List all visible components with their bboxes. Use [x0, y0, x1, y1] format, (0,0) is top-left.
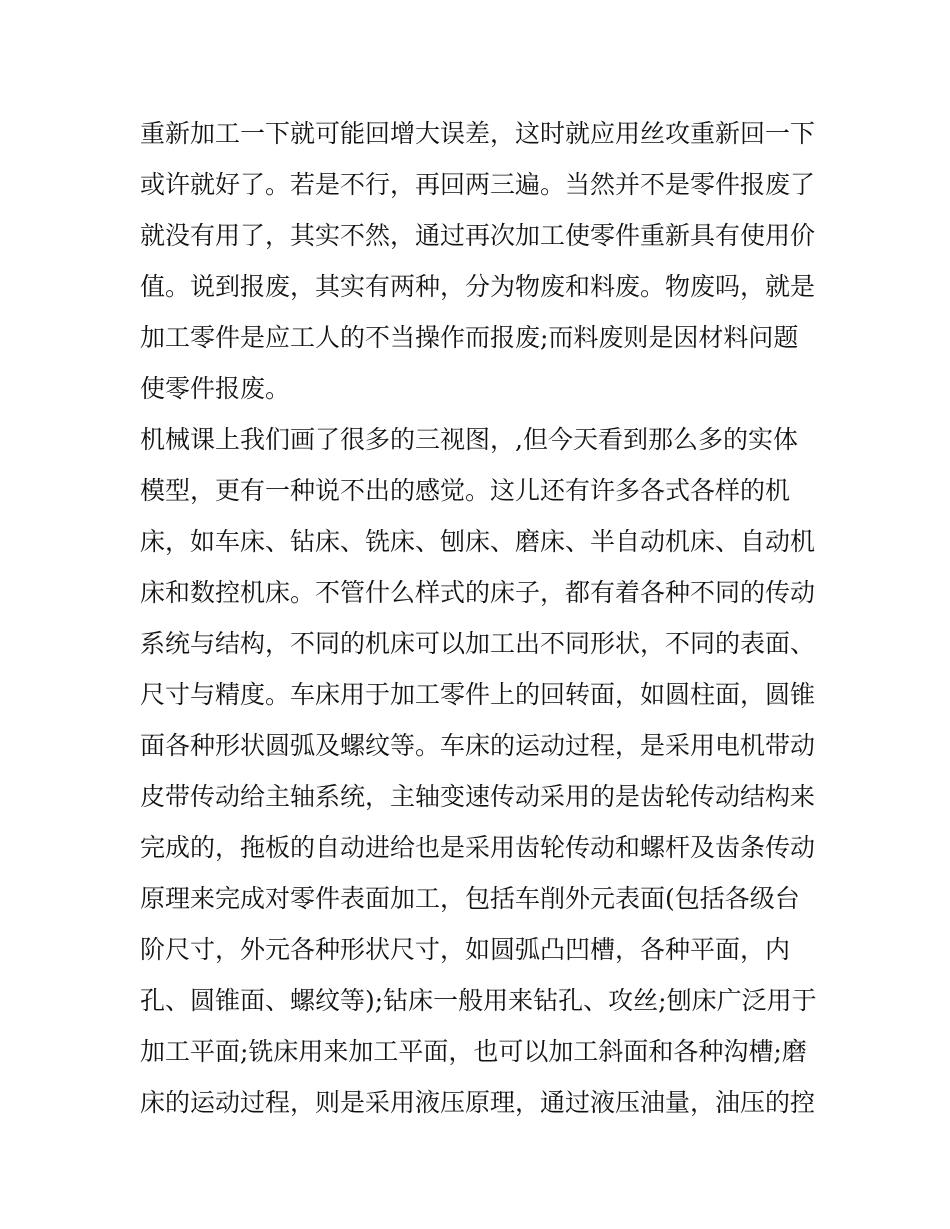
text-line: 尺寸与精度。车床用于加工零件上的回转面，如圆柱面，圆锥 — [140, 680, 816, 709]
text-line: 就没有用了，其实不然，通过再次加工使零件重新具有使用价 — [140, 221, 816, 250]
text-line: 值。说到报废，其实有两种，分为物废和料废。物废吗，就是 — [140, 272, 816, 301]
text-line: 完成的，拖板的自动进给也是采用齿轮传动和螺杆及齿条传动 — [140, 833, 816, 862]
text-line: 加工平面;铣床用来加工平面，也可以加工斜面和各种沟槽;磨 — [140, 1037, 807, 1066]
text-line: 孔、圆锥面、螺纹等);钻床一般用来钻孔、攻丝;刨床广泛用于 — [140, 986, 817, 1015]
text-line: 机械课上我们画了很多的三视图，,但今天看到那么多的实体 — [140, 425, 798, 454]
text-line: 皮带传动给主轴系统，主轴变速传动采用的是齿轮传动结构来 — [140, 782, 816, 811]
text-line: 床的运动过程，则是采用液压原理，通过液压油量，油压的控 — [140, 1088, 816, 1117]
text-line: 系统与结构，不同的机床可以加工出不同形状，不同的表面、 — [140, 629, 816, 658]
document-body — [140, 108, 820, 1128]
text-line: 阶尺寸，外元各种形状尺寸，如圆弧凸凹槽，各种平面，内 — [140, 935, 791, 964]
text-line: 床，如车床、钻床、铣床、刨床、磨床、半自动机床、自动机 — [140, 527, 816, 556]
text-line: 床和数控机床。不管什么样式的床子，都有着各种不同的传动 — [140, 578, 816, 607]
text-line: 加工零件是应工人的不当操作而报废;而料废则是因材料问题 — [140, 323, 799, 352]
text-line: 或许就好了。若是不行，再回两三遍。当然并不是零件报废了 — [140, 170, 816, 199]
text-line: 使零件报废。 — [140, 374, 291, 403]
text-line: 模型，更有一种说不出的感觉。这儿还有许多各式各样的机 — [140, 476, 791, 505]
text-line: 重新加工一下就可能回增大误差，这时就应用丝攻重新回一下 — [140, 119, 816, 148]
text-line: 面各种形状圆弧及螺纹等。车床的运动过程，是采用电机带动 — [140, 731, 816, 760]
text-line: 原理来完成对零件表面加工，包括车削外元表面(包括各级台 — [140, 884, 800, 913]
